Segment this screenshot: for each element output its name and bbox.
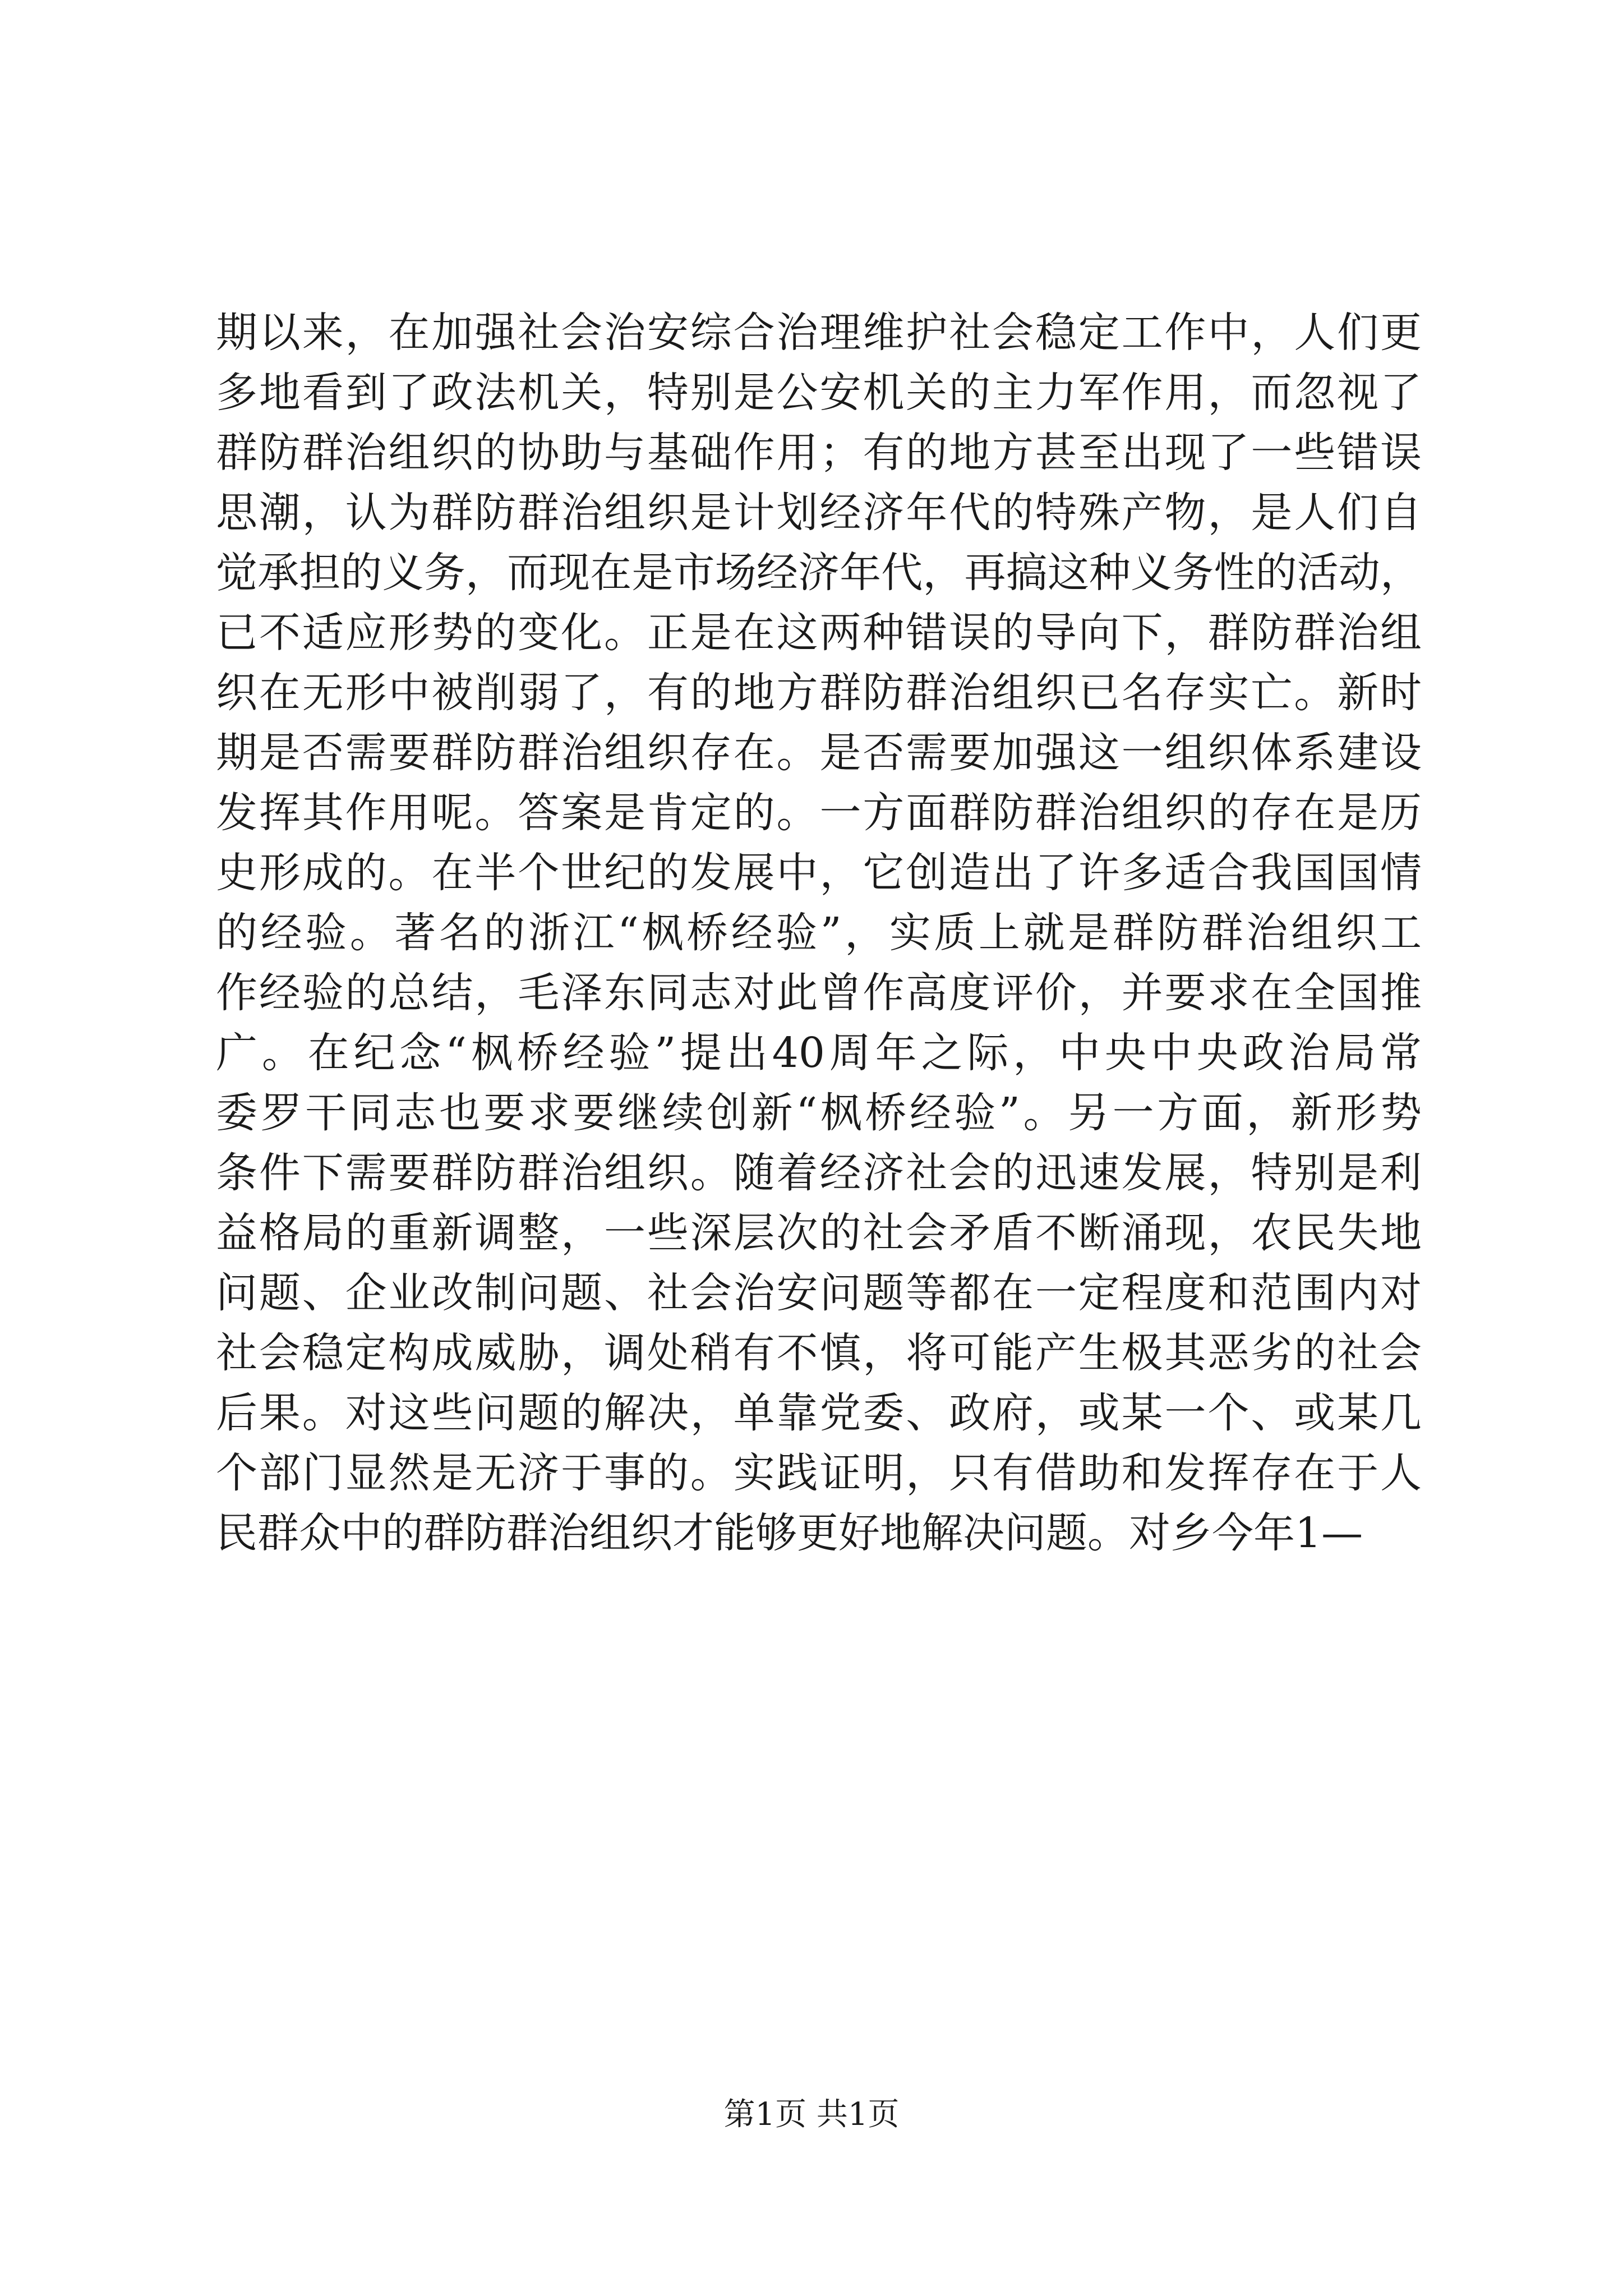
- text-line: 觉承担的义务，而现在是市场经济年代，再搞这种义务性的活动，: [216, 549, 1422, 597]
- text-line: 史形成的。在半个世纪的发展中，它创造出了许多适合我国国情: [216, 849, 1422, 897]
- text-line: 群防群治组织的协助与基础作用；有的地方甚至出现了一些错误: [216, 429, 1422, 477]
- page-footer: [0, 2095, 1623, 2134]
- text-line: 社会稳定构成威胁，调处稍有不慎，将可能产生极其恶劣的社会: [216, 1329, 1422, 1377]
- text-line: 的经验。著名的浙江“枫桥经验”，实质上就是群防群治组织工: [216, 909, 1422, 957]
- text-line: 织在无形中被削弱了，有的地方群防群治组织已名存实亡。新时: [216, 669, 1422, 717]
- text-line: 问题、企业改制问题、社会治安问题等都在一定程度和范围内对: [216, 1269, 1422, 1317]
- text-line: 后果。对这些问题的解决，单靠党委、政府，或某一个、或某几: [216, 1389, 1422, 1437]
- text-line: 条件下需要群防群治组织。随着经济社会的迅速发展，特别是利: [216, 1149, 1422, 1197]
- text-line: 发挥其作用呢。答案是肯定的。一方面群防群治组织的存在是历: [216, 789, 1422, 837]
- text-line: 个部门显然是无济于事的。实践证明，只有借助和发挥存在于人: [216, 1449, 1422, 1497]
- text-line: 多地看到了政法机关，特别是公安机关的主力军作用，而忽视了: [216, 369, 1422, 417]
- text-line: 已不适应形势的变化。正是在这两种错误的导向下，群防群治组: [216, 609, 1422, 657]
- text-line: 期是否需要群防群治组织存在。是否需要加强这一组织体系建设: [216, 729, 1422, 777]
- text-line: 广。在纪念“枫桥经验”提出40周年之际，中央中央政治局常: [216, 1029, 1422, 1077]
- text-line: 益格局的重新调整，一些深层次的社会矛盾不断涌现，农民失地: [216, 1209, 1422, 1257]
- text-line: 作经验的总结，毛泽东同志对此曾作高度评价，并要求在全国推: [216, 969, 1422, 1017]
- text-line: 思潮，认为群防群治组织是计划经济年代的特殊产物，是人们自: [216, 489, 1422, 537]
- document-body: [216, 303, 1422, 1563]
- text-line: 期以来，在加强社会治安综合治理维护社会稳定工作中，人们更: [216, 309, 1422, 357]
- text-line: 委罗干同志也要求要继续创新“枫桥经验”。另一方面，新形势: [216, 1089, 1422, 1137]
- text-line: 民群众中的群防群治组织才能够更好地解决问题。对乡今年1—: [216, 1509, 1363, 1557]
- page-number-label: 第1页 共1页: [723, 2096, 900, 2133]
